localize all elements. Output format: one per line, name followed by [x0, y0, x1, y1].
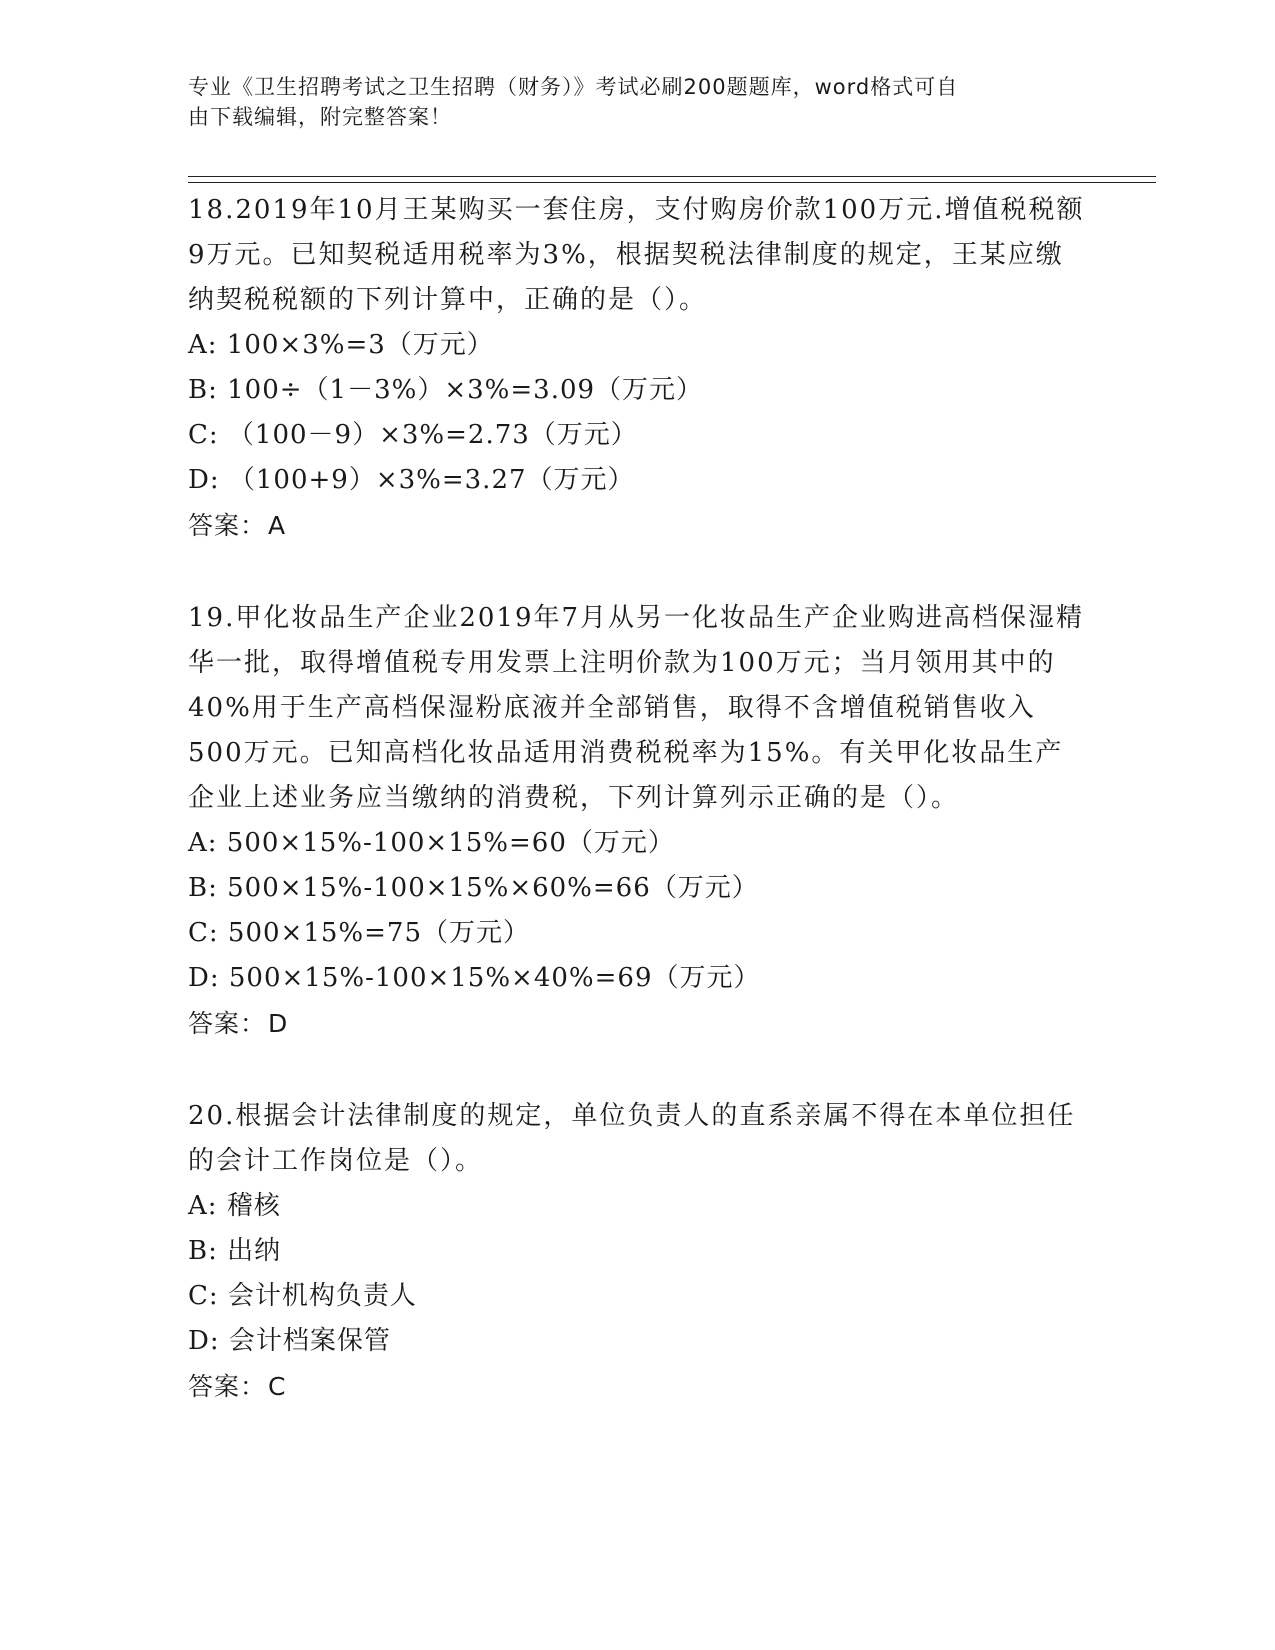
option-b: B: 100÷（1－3%）×3%=3.09（万元）: [188, 375, 704, 405]
answer-line: [188, 1001, 1088, 1046]
header-divider-top: [188, 176, 1156, 177]
option-b: B: 500×15%-100×15%×60%=66（万元）: [188, 873, 759, 903]
option-a: A: 100×3%=3（万元）: [188, 330, 494, 360]
question-text: 18.2019年10月王某购买一套住房，支付购房价款100万元.增值税税额9万元。已知契税适用税率为3%，根据契税法律制度的规定，王某应缴纳契税税额的下列计算中，正确的是（）。: [188, 195, 1085, 315]
header-divider-bottom: [188, 182, 1156, 183]
answer-label: 答案：: [188, 1009, 267, 1038]
question-text: 19.甲化妆品生产企业2019年7月从另一化妆品生产企业购进高档保湿精华一批，取得增值税专用发票上注明价款为100万元；当月领用其中的40%用于生产高档保湿粉底液并全部销售，取得不含增值税销售收入500万元。已知高档化妆品适用消费税税率为15%。有关甲化妆品生产企业上述业务应当缴纳的消费税，下列计算列示正确的是（）。: [188, 603, 1085, 813]
option-c: C: 500×15%=75（万元）: [188, 918, 530, 948]
option-d: D: 会计档案保管: [188, 1326, 391, 1356]
option-b: B: 出纳: [188, 1236, 282, 1266]
question-18: [188, 188, 1088, 548]
answer-line: [188, 503, 1088, 548]
document-header: [188, 72, 1068, 132]
option-c: C: （100－9）×3%=2.73（万元）: [188, 420, 638, 450]
answer-label: 答案：: [188, 1372, 267, 1401]
answer-value: C: [268, 1372, 287, 1401]
option-d: D: 500×15%-100×15%×40%=69（万元）: [188, 963, 761, 993]
option-c: C: 会计机构负责人: [188, 1281, 417, 1311]
option-d: D: （100+9）×3%=3.27（万元）: [188, 465, 635, 495]
answer-value: D: [268, 1009, 289, 1038]
question-20: [188, 1094, 1088, 1409]
header-line-1: 专业《卫生招聘考试之卫生招聘（财务）》考试必刷200题题库，word格式可自: [188, 75, 959, 99]
answer-line: [188, 1364, 1088, 1409]
option-a: A: 稽核: [188, 1191, 281, 1221]
option-a: A: 500×15%-100×15%=60（万元）: [188, 828, 675, 858]
answer-label: 答案：: [188, 511, 267, 540]
header-line-2: 由下载编辑，附完整答案！: [188, 105, 452, 129]
question-19: [188, 596, 1088, 1046]
question-text: 20.根据会计法律制度的规定，单位负责人的直系亲属不得在本单位担任的会计工作岗位是（）。: [188, 1101, 1076, 1176]
answer-value: A: [268, 511, 287, 540]
